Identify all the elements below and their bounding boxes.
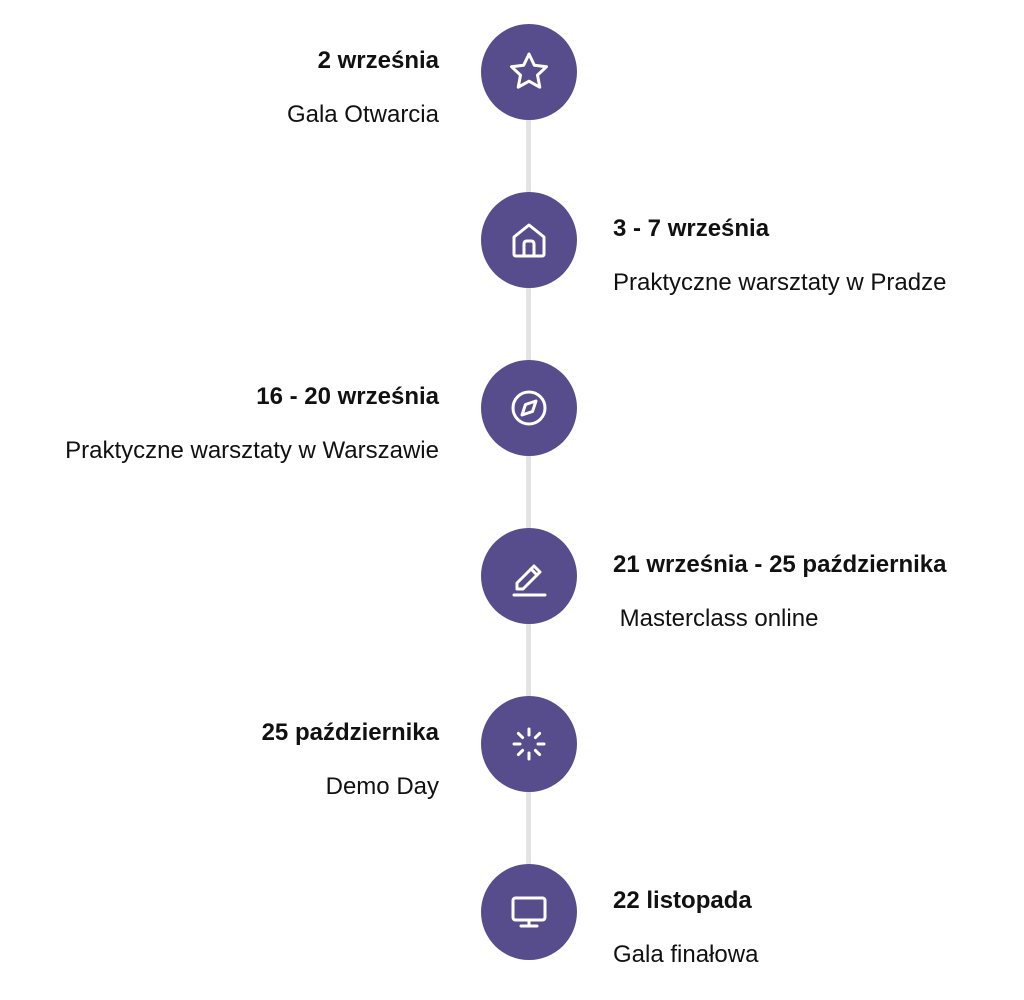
event-text — [287, 46, 439, 130]
event-node — [481, 864, 577, 960]
event-title: Demo Day — [325, 773, 439, 800]
timeline-event — [0, 528, 1024, 632]
timeline-event — [0, 360, 1024, 464]
event-title: Masterclass online — [613, 605, 819, 632]
event-node — [481, 24, 577, 120]
event-date: 21 września - 25 października — [613, 551, 947, 578]
event-text — [613, 886, 758, 970]
event-node — [481, 360, 577, 456]
event-node — [481, 696, 577, 792]
event-text — [613, 550, 946, 634]
event-date: 16 - 20 września — [256, 383, 439, 410]
event-title: Gala finałowa — [613, 941, 759, 968]
event-node — [481, 528, 577, 624]
timeline-event — [0, 696, 1024, 800]
event-date: 25 października — [261, 719, 439, 746]
event-title: Gala Otwarcia — [286, 101, 439, 128]
home-icon — [505, 216, 553, 264]
star-icon — [505, 48, 553, 96]
event-node — [481, 192, 577, 288]
event-text — [613, 214, 946, 298]
timeline-event — [0, 24, 1024, 128]
monitor-icon — [505, 888, 553, 936]
event-text — [262, 718, 439, 802]
event-date: 2 września — [317, 47, 439, 74]
event-title: Praktyczne warsztaty w Pradze — [613, 269, 947, 296]
pencil-icon — [505, 552, 553, 600]
timeline-event — [0, 864, 1024, 968]
loader-icon — [505, 720, 553, 768]
timeline-event — [0, 192, 1024, 296]
event-date: 3 - 7 września — [613, 215, 770, 242]
event-title: Praktyczne warsztaty w Warszawie — [65, 437, 439, 464]
event-date: 22 listopada — [613, 887, 752, 914]
event-text — [65, 382, 439, 466]
compass-icon — [505, 384, 553, 432]
